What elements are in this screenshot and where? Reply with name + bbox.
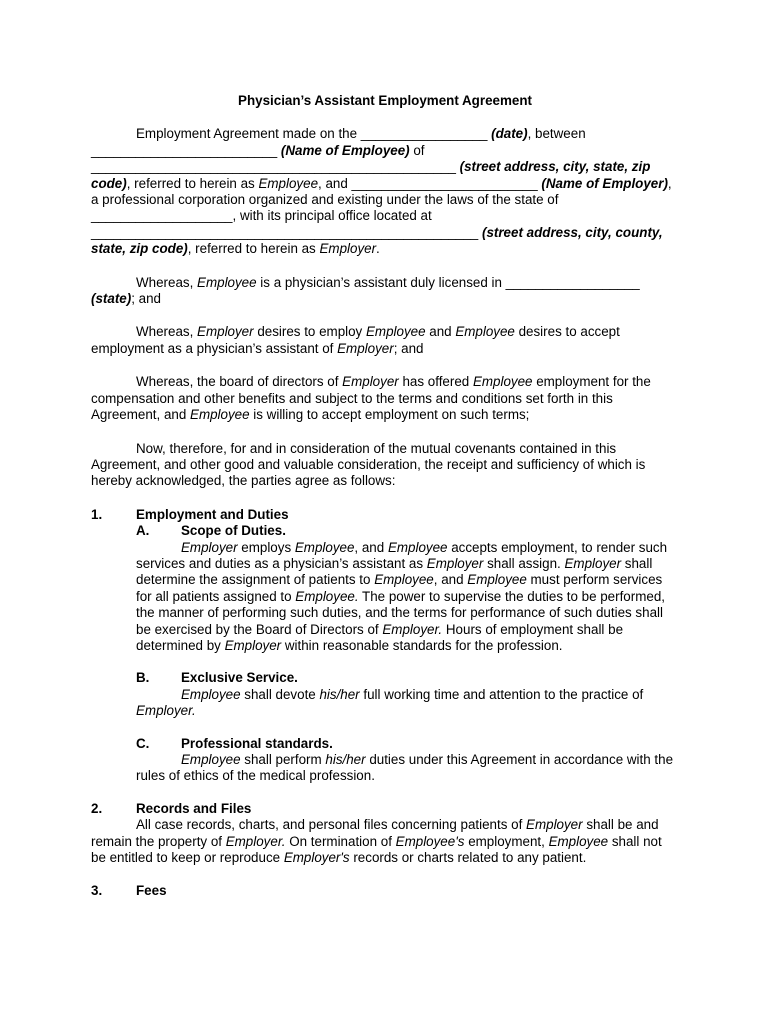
text-run: desires to employ	[253, 324, 366, 340]
subsection-letter: C.	[136, 735, 150, 751]
text-run: , a professional corporation organized and existing under the laws of the state of ___________________, with its principal office located at ____________________________________________________	[91, 175, 672, 240]
section-title: Employment and Duties	[136, 506, 289, 522]
text-run: , and	[354, 539, 388, 555]
text-run: Whereas,	[136, 324, 198, 340]
text-run: Employer	[342, 374, 399, 390]
text-run: The power to supervise the duties to be performed, the manner of performing such duties, and the terms for performance of such duties shall be exercised by the Board of Directors of	[136, 588, 665, 637]
text-run: (Name of Employee)	[280, 142, 410, 158]
text-run: Employer	[526, 817, 583, 833]
text-run: Employee	[467, 572, 527, 588]
text-run: Employer	[181, 539, 238, 555]
text-run: (state)	[91, 291, 132, 307]
text-run: Employer.	[382, 621, 443, 637]
subsection-1c-body	[136, 752, 679, 785]
text-run: shall determine the assignment of patients to	[136, 555, 653, 588]
text-run: .	[376, 241, 380, 257]
subsection-1a-heading	[136, 523, 679, 539]
text-run: , between _________________________	[91, 126, 586, 158]
text-run: ; and	[131, 291, 161, 307]
section-number: 3.	[91, 883, 103, 899]
section-title: Fees	[136, 883, 167, 899]
text-run: his/her	[319, 686, 360, 702]
section-2-heading	[91, 801, 679, 817]
subsection-1a-body	[136, 540, 679, 655]
text-run: is willing to accept employment on such terms;	[249, 407, 530, 423]
section-2-body	[91, 817, 679, 866]
text-run: Now, therefore, for and in consideration of the mutual covenants contained in this Agreement, and other good and valuable consideration, the receipt and sufficiency of which is hereby acknowledged, the parties agree as follows:	[91, 440, 646, 489]
text-run: , referred to herein as	[187, 241, 320, 257]
text-run: Employer	[426, 555, 484, 571]
preamble-paragraph	[91, 126, 679, 257]
subsection-letter: B.	[136, 670, 150, 686]
section-number: 1.	[91, 506, 103, 522]
text-run: employment for the compensation and other benefits and subject to the terms and conditions set forth in this Agreement, and	[91, 374, 651, 423]
text-run: of _________________________________________________	[91, 142, 460, 175]
text-run: Whereas, the board of directors of	[136, 374, 343, 390]
text-run: (Name of Employer)	[541, 175, 668, 191]
text-run: shall devote	[240, 686, 320, 702]
whereas-employ-paragraph	[91, 324, 679, 357]
text-run: shall not be entitled to keep or reproduce	[91, 833, 662, 866]
whereas-license-paragraph	[91, 275, 679, 308]
subsection-title: Scope of Duties.	[181, 523, 286, 539]
text-run: Employee	[548, 833, 609, 849]
text-run: duties under this Agreement in accordance with the rules of ethics of the medical profession.	[136, 752, 674, 784]
text-run: Employee	[294, 539, 355, 555]
text-run: Employee	[181, 752, 241, 767]
text-run: Employer's	[283, 850, 350, 866]
text-run: must perform services for all patients assigned to	[136, 572, 663, 604]
document-title: Physician’s Assistant Employment Agreement	[238, 93, 532, 108]
text-run: Employee's	[395, 833, 465, 849]
text-run: his/her	[325, 752, 366, 767]
text-run: Employee	[472, 374, 533, 390]
text-run: full working time and attention to the practice of	[359, 686, 644, 702]
section-title: Records and Files	[136, 800, 252, 816]
text-run: (street address, city, county, state, zip code)	[91, 224, 663, 257]
subsection-1b-heading	[136, 670, 679, 686]
text-run: Employee	[197, 274, 257, 290]
text-run: shall perform	[240, 752, 326, 767]
text-run: , and _________________________	[318, 175, 542, 191]
text-run: has offered	[398, 374, 473, 390]
subsection-1b-body	[136, 687, 679, 720]
text-run: , and	[433, 572, 468, 588]
text-run: Whereas,	[136, 274, 198, 290]
subsection-1c-heading	[136, 736, 679, 752]
text-run: All case records, charts, and personal files concerning patients of	[136, 817, 527, 833]
text-run: records or charts related to any patient.	[349, 850, 587, 866]
text-run: ; and	[393, 340, 424, 356]
text-run: Employer	[564, 555, 622, 571]
text-run: shall assign.	[483, 555, 565, 571]
section-3-heading	[91, 883, 679, 899]
text-run: Employee	[258, 175, 319, 191]
text-run: shall be and remain the property of	[91, 817, 659, 849]
text-run: Employer	[319, 241, 377, 257]
text-run: Employment Agreement made on the _________________	[136, 126, 492, 142]
text-run: Employee	[455, 324, 515, 340]
text-run: Employee	[374, 572, 434, 588]
text-run: Employer	[337, 340, 394, 356]
text-run: Employee	[365, 324, 426, 340]
text-run: Employee	[190, 407, 250, 423]
text-run: Employee.	[295, 588, 359, 604]
text-run: Employee	[387, 539, 448, 555]
subsection-title: Professional standards.	[181, 735, 333, 751]
text-run: is a physician’s assistant duly licensed in __________________	[256, 274, 640, 290]
text-run: employs	[237, 539, 295, 555]
subsection-title: Exclusive Service.	[181, 670, 298, 686]
section-1-heading	[91, 507, 679, 523]
text-run: Employer	[197, 324, 254, 340]
text-run: On termination of	[285, 833, 396, 849]
text-run: Employee	[181, 686, 241, 702]
text-run: (date)	[491, 126, 528, 142]
section-number: 2.	[91, 800, 103, 816]
subsection-letter: A.	[136, 523, 150, 539]
text-run: and	[425, 324, 456, 340]
agreement-document	[91, 93, 679, 900]
now-therefore-paragraph	[91, 441, 679, 490]
text-run: employment,	[464, 833, 549, 849]
text-run: Employer	[224, 637, 282, 653]
text-run: Employer.	[225, 833, 286, 849]
text-run: within reasonable standards for the profession.	[281, 637, 563, 653]
text-run: accepts employment, to render such services and duties as a physician’s assistant as	[136, 539, 668, 571]
text-run: Hours of employment shall be determined by	[136, 621, 624, 653]
text-run: desires to accept employment as a physician’s assistant of	[91, 324, 620, 356]
text-run: (street address, city, state, zip code)	[91, 159, 651, 191]
text-run: Employer.	[136, 703, 196, 719]
text-run: , referred to herein as	[126, 175, 259, 191]
whereas-board-paragraph	[91, 374, 679, 423]
